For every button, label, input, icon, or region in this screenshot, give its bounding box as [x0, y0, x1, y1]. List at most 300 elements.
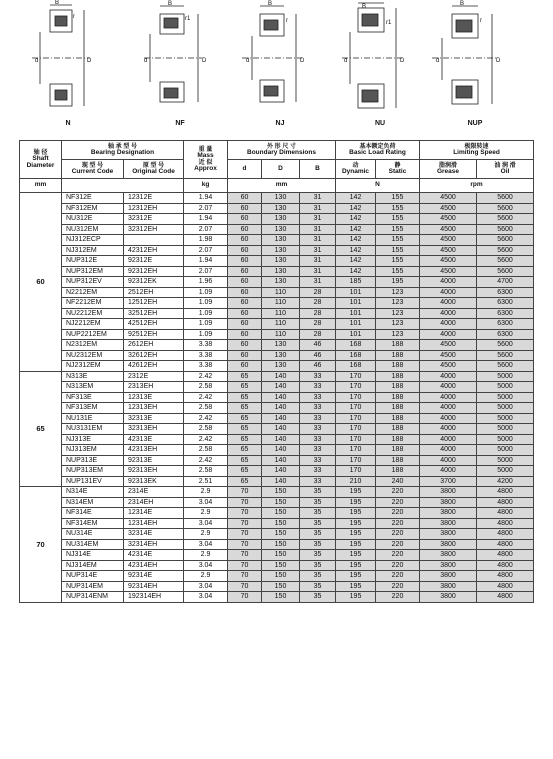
static-load-cell: 188: [376, 382, 420, 393]
mass-cell: 1.94: [184, 214, 228, 225]
oil-speed-cell: 5600: [477, 224, 534, 235]
diagram-letter-d: d: [344, 58, 348, 64]
table-row: [20, 361, 534, 372]
dim-B-cell: 35: [300, 518, 336, 529]
diagram-letter-d: d: [246, 58, 250, 64]
current-code-cell: NUP312EM: [62, 266, 124, 277]
static-load-cell: 188: [376, 434, 420, 445]
original-code-cell: 92312E: [124, 256, 184, 267]
mass-cell: 3.04: [184, 581, 228, 592]
grease-speed-cell: 4000: [420, 392, 477, 403]
current-code-header: 现 型 号 Current Code: [62, 160, 124, 179]
dim-d-cell: 70: [228, 550, 262, 561]
table-row: [20, 476, 534, 487]
oil-speed-cell: 6300: [477, 319, 534, 330]
dim-B-cell: 33: [300, 392, 336, 403]
static-load-cell: 155: [376, 193, 420, 204]
table-row: [20, 550, 534, 561]
static-load-cell: 220: [376, 539, 420, 550]
dim-D-cell: 130: [262, 245, 300, 256]
col-D-header: D: [262, 160, 300, 179]
grease-speed-cell: 3800: [420, 550, 477, 561]
dim-B-cell: 33: [300, 434, 336, 445]
dim-B-cell: 28: [300, 329, 336, 340]
grease-speed-cell: 4500: [420, 361, 477, 372]
current-code-cell: N2212EM: [62, 287, 124, 298]
dynamic-load-cell: 170: [336, 466, 376, 477]
diagram-letter-b: B: [362, 4, 367, 10]
grease-speed-cell: 4000: [420, 277, 477, 288]
original-code-cell: 12512EH: [124, 298, 184, 309]
dynamic-load-cell: 142: [336, 203, 376, 214]
shaft-diameter-cell: 65: [20, 371, 62, 487]
grease-speed-cell: 3800: [420, 571, 477, 582]
dim-B-cell: 33: [300, 424, 336, 435]
grease-speed-cell: 4000: [420, 319, 477, 330]
static-load-cell: 220: [376, 529, 420, 540]
grease-speed-cell: 4500: [420, 266, 477, 277]
dim-d-cell: 70: [228, 497, 262, 508]
shaft-diameter-header: 轴 径 Shaft Diameter: [20, 141, 62, 179]
mass-cell: 1.09: [184, 329, 228, 340]
current-code-cell: NU131E: [62, 413, 124, 424]
static-load-cell: 240: [376, 476, 420, 487]
diagram-label-nf: NF: [175, 120, 185, 127]
oil-speed-cell: 5000: [477, 413, 534, 424]
dim-D-cell: 150: [262, 539, 300, 550]
static-load-cell: 188: [376, 350, 420, 361]
dim-d-cell: 60: [228, 361, 262, 372]
dim-D-cell: 140: [262, 445, 300, 456]
oil-header: 油 润 滑 Oil: [477, 160, 534, 179]
current-code-cell: NJ2212EM: [62, 319, 124, 330]
static-load-cell: 123: [376, 287, 420, 298]
oil-speed-cell: 5600: [477, 361, 534, 372]
diagram-label-nu: NU: [374, 120, 386, 127]
static-load-cell: 188: [376, 455, 420, 466]
dim-d-cell: 60: [228, 308, 262, 319]
mass-cell: 2.42: [184, 371, 228, 382]
static-load-cell: 188: [376, 340, 420, 351]
diagram-letter-D: D: [400, 58, 405, 64]
dynamic-load-cell: 168: [336, 340, 376, 351]
dim-B-cell: 31: [300, 224, 336, 235]
static-load-cell: 155: [376, 203, 420, 214]
grease-speed-cell: 4000: [420, 424, 477, 435]
dim-d-cell: 60: [228, 193, 262, 204]
mass-cell: 2.42: [184, 434, 228, 445]
diagram-letter-r: r: [480, 18, 482, 24]
mass-cell: 2.42: [184, 455, 228, 466]
dynamic-load-cell: 142: [336, 266, 376, 277]
static-load-cell: 220: [376, 592, 420, 603]
table-row: [20, 256, 534, 267]
dim-B-cell: 28: [300, 319, 336, 330]
original-code-cell: 32312EH: [124, 224, 184, 235]
grease-speed-cell: 4000: [420, 434, 477, 445]
dim-D-cell: 110: [262, 329, 300, 340]
oil-speed-cell: 5000: [477, 445, 534, 456]
current-code-cell: NJ313E: [62, 434, 124, 445]
original-code-cell: 42612EH: [124, 361, 184, 372]
dim-B-cell: 35: [300, 571, 336, 582]
static-load-cell: 220: [376, 550, 420, 561]
dynamic-load-cell: 170: [336, 434, 376, 445]
dim-B-cell: 33: [300, 445, 336, 456]
current-code-cell: NU314EM: [62, 539, 124, 550]
original-code-cell: 92312EK: [124, 277, 184, 288]
dynamic-load-cell: 101: [336, 298, 376, 309]
dim-B-cell: 33: [300, 371, 336, 382]
table-row: [20, 581, 534, 592]
oil-speed-cell: 5000: [477, 434, 534, 445]
dynamic-load-cell: 185: [336, 277, 376, 288]
dim-D-cell: 130: [262, 203, 300, 214]
oil-speed-cell: 5600: [477, 245, 534, 256]
original-code-cell: 2313EH: [124, 382, 184, 393]
table-row: [20, 455, 534, 466]
mass-cell: 2.58: [184, 382, 228, 393]
diagram-letter-r1: r1: [386, 20, 392, 26]
grease-speed-cell: 4000: [420, 455, 477, 466]
dim-d-cell: 65: [228, 445, 262, 456]
table-row: [20, 392, 534, 403]
dim-d-cell: 70: [228, 571, 262, 582]
table-row: [20, 560, 534, 571]
mass-cell: 2.9: [184, 508, 228, 519]
table-row: [20, 413, 534, 424]
static-load-cell: 220: [376, 508, 420, 519]
dynamic-load-cell: 168: [336, 350, 376, 361]
limiting-speed-header: 极限转速 Limiting Speed: [420, 141, 534, 160]
dim-D-cell: 140: [262, 424, 300, 435]
current-code-cell: NJ312EM: [62, 245, 124, 256]
mass-cell: 2.58: [184, 424, 228, 435]
table-row: [20, 371, 534, 382]
original-code-cell: 32313EH: [124, 424, 184, 435]
diagram-letter-b: B: [460, 1, 465, 7]
static-load-cell: 188: [376, 466, 420, 477]
oil-speed-cell: 5000: [477, 382, 534, 393]
shaft-unit: mm: [20, 179, 62, 193]
static-load-cell: 155: [376, 256, 420, 267]
mass-cell: 1.94: [184, 256, 228, 267]
dim-d-cell: 65: [228, 466, 262, 477]
table-row: [20, 266, 534, 277]
current-code-cell: NU2312EM: [62, 350, 124, 361]
table-row: [20, 298, 534, 309]
dim-D-cell: 150: [262, 518, 300, 529]
dim-B-cell: 28: [300, 308, 336, 319]
dim-B-cell: 31: [300, 245, 336, 256]
dim-D-cell: 140: [262, 466, 300, 477]
grease-speed-cell: 4000: [420, 298, 477, 309]
current-code-cell: N313E: [62, 371, 124, 382]
grease-speed-cell: 4500: [420, 350, 477, 361]
dim-D-cell: 130: [262, 256, 300, 267]
dim-D-cell: 140: [262, 392, 300, 403]
dim-d-cell: 60: [228, 277, 262, 288]
original-code-cell: 92314EH: [124, 581, 184, 592]
current-code-cell: NF2212EM: [62, 298, 124, 309]
shaft-diameter-cell: 60: [20, 193, 62, 372]
oil-speed-cell: 5600: [477, 193, 534, 204]
boundary-dimensions-header: 外 形 尺 寸 Boundary Dimensions: [228, 141, 336, 160]
mass-cell: 1.09: [184, 298, 228, 309]
dynamic-load-cell: 170: [336, 455, 376, 466]
dim-B-cell: 33: [300, 455, 336, 466]
dim-B-cell: 31: [300, 235, 336, 246]
current-code-cell: NJ312ECP: [62, 235, 124, 246]
current-code-cell: N2312EM: [62, 340, 124, 351]
mass-cell: 3.38: [184, 350, 228, 361]
static-load-cell: 123: [376, 298, 420, 309]
diagram-nj: [240, 0, 320, 120]
dynamic-load-cell: 170: [336, 371, 376, 382]
dim-d-cell: 65: [228, 476, 262, 487]
dim-D-cell: 130: [262, 224, 300, 235]
dynamic-load-cell: 170: [336, 445, 376, 456]
diagram-letter-d: d: [144, 58, 148, 64]
static-load-cell: 155: [376, 224, 420, 235]
static-load-cell: 188: [376, 403, 420, 414]
grease-speed-cell: 3800: [420, 487, 477, 498]
grease-speed-cell: 4500: [420, 235, 477, 246]
dim-B-cell: 33: [300, 403, 336, 414]
static-load-cell: 188: [376, 424, 420, 435]
dynamic-load-cell: 195: [336, 529, 376, 540]
grease-header: 脂润滑 Grease: [420, 160, 477, 179]
dim-B-cell: 35: [300, 581, 336, 592]
table-row: [20, 487, 534, 498]
grease-speed-cell: 4500: [420, 245, 477, 256]
dim-D-cell: 130: [262, 266, 300, 277]
dim-B-cell: 33: [300, 476, 336, 487]
static-header: 静 Static: [376, 160, 420, 179]
table-row: [20, 308, 534, 319]
diagram-letter-b: B: [168, 1, 173, 7]
mass-cell: 3.38: [184, 361, 228, 372]
diagram-n: [28, 0, 108, 120]
mass-cell: 3.04: [184, 539, 228, 550]
table-row: [20, 235, 534, 246]
mass-cell: 1.96: [184, 277, 228, 288]
dynamic-load-cell: 142: [336, 245, 376, 256]
table-body: [20, 193, 534, 603]
dim-B-cell: 33: [300, 382, 336, 393]
dim-B-cell: 35: [300, 529, 336, 540]
static-load-cell: 188: [376, 371, 420, 382]
mass-cell: 2.07: [184, 266, 228, 277]
table-row: [20, 445, 534, 456]
static-load-cell: 188: [376, 445, 420, 456]
static-load-cell: 188: [376, 413, 420, 424]
oil-speed-cell: 5600: [477, 266, 534, 277]
dynamic-load-cell: 101: [336, 308, 376, 319]
dim-D-cell: 130: [262, 361, 300, 372]
oil-speed-cell: 4800: [477, 497, 534, 508]
dim-d-cell: 60: [228, 224, 262, 235]
mass-cell: 1.94: [184, 193, 228, 204]
static-load-cell: 123: [376, 329, 420, 340]
dim-d-cell: 70: [228, 487, 262, 498]
current-code-cell: NUP314EM: [62, 581, 124, 592]
diagram-letter-b: B: [55, 0, 60, 6]
table-row: [20, 224, 534, 235]
dim-d-cell: 65: [228, 403, 262, 414]
diagram-letter-D: D: [202, 58, 207, 64]
original-code-cell: 42313EH: [124, 445, 184, 456]
original-code-cell: 42512EH: [124, 319, 184, 330]
mass-cell: 2.58: [184, 445, 228, 456]
oil-speed-cell: 5600: [477, 350, 534, 361]
dim-B-cell: 35: [300, 508, 336, 519]
dim-B-cell: 35: [300, 539, 336, 550]
mass-cell: 2.58: [184, 466, 228, 477]
original-code-cell: 12312EH: [124, 203, 184, 214]
dim-d-cell: 65: [228, 413, 262, 424]
oil-speed-cell: 5000: [477, 403, 534, 414]
current-code-cell: NF313EM: [62, 403, 124, 414]
dim-d-cell: 60: [228, 287, 262, 298]
table-row: [20, 571, 534, 582]
diagram-nup: [430, 0, 520, 120]
static-load-cell: 220: [376, 497, 420, 508]
grease-speed-cell: 4500: [420, 224, 477, 235]
oil-speed-cell: 5000: [477, 455, 534, 466]
current-code-cell: NUP131EV: [62, 476, 124, 487]
dim-d-cell: 60: [228, 350, 262, 361]
grease-speed-cell: 4000: [420, 371, 477, 382]
table-row: [20, 203, 534, 214]
static-load-cell: 220: [376, 560, 420, 571]
dim-d-cell: 60: [228, 340, 262, 351]
static-load-cell: 155: [376, 266, 420, 277]
oil-speed-cell: 4800: [477, 581, 534, 592]
original-code-cell: 2314E: [124, 487, 184, 498]
grease-speed-cell: 3800: [420, 581, 477, 592]
table-row: [20, 277, 534, 288]
speed-unit: rpm: [420, 179, 534, 193]
current-code-cell: NU314E: [62, 529, 124, 540]
dim-d-cell: 70: [228, 529, 262, 540]
dim-D-cell: 130: [262, 235, 300, 246]
oil-speed-cell: 4800: [477, 539, 534, 550]
dim-B-cell: 35: [300, 560, 336, 571]
static-load-cell: 123: [376, 319, 420, 330]
current-code-cell: NUP313E: [62, 455, 124, 466]
original-code-cell: 192314EH: [124, 592, 184, 603]
current-code-cell: NJ314EM: [62, 560, 124, 571]
table-row: [20, 193, 534, 204]
dim-D-cell: 150: [262, 560, 300, 571]
original-code-cell: 32312E: [124, 214, 184, 225]
diagram-letter-D: D: [300, 58, 305, 64]
dim-D-cell: 150: [262, 581, 300, 592]
oil-speed-cell: 4800: [477, 487, 534, 498]
original-code-header: 原 型 号 Original Code: [124, 160, 184, 179]
mass-cell: 1.09: [184, 308, 228, 319]
table-row: [20, 508, 534, 519]
oil-speed-cell: 5000: [477, 424, 534, 435]
current-code-cell: NJ314E: [62, 550, 124, 561]
current-code-cell: N314E: [62, 487, 124, 498]
diagram-label-nup: NUP: [467, 120, 483, 127]
dim-d-cell: 65: [228, 434, 262, 445]
dim-D-cell: 150: [262, 529, 300, 540]
table-row: [20, 497, 534, 508]
diagram-letter-d: d: [35, 58, 39, 64]
dim-B-cell: 35: [300, 550, 336, 561]
current-code-cell: NUP314E: [62, 571, 124, 582]
diagram-nf: [140, 0, 220, 120]
dim-D-cell: 150: [262, 508, 300, 519]
original-code-cell: 92512EH: [124, 329, 184, 340]
dim-D-cell: 150: [262, 592, 300, 603]
static-load-cell: 155: [376, 235, 420, 246]
static-load-cell: 220: [376, 571, 420, 582]
oil-speed-cell: 5000: [477, 466, 534, 477]
oil-speed-cell: 4800: [477, 592, 534, 603]
grease-speed-cell: 4000: [420, 466, 477, 477]
dim-B-cell: 28: [300, 287, 336, 298]
mass-cell: 2.9: [184, 571, 228, 582]
grease-speed-cell: 4000: [420, 382, 477, 393]
original-code-cell: 2612EH: [124, 340, 184, 351]
current-code-cell: NUP314ENM: [62, 592, 124, 603]
mass-cell: 3.38: [184, 340, 228, 351]
mass-cell: 2.42: [184, 392, 228, 403]
dim-B-cell: 31: [300, 266, 336, 277]
oil-speed-cell: 5600: [477, 256, 534, 267]
dynamic-load-cell: 101: [336, 329, 376, 340]
table-row: [20, 403, 534, 414]
oil-speed-cell: 5600: [477, 235, 534, 246]
oil-speed-cell: 4800: [477, 560, 534, 571]
diagram-letter-r: r: [73, 14, 75, 20]
dim-D-cell: 110: [262, 319, 300, 330]
table-row: [20, 245, 534, 256]
dim-d-cell: 70: [228, 592, 262, 603]
mass-unit: kg: [184, 179, 228, 193]
dim-d-cell: 60: [228, 245, 262, 256]
dim-d-cell: 60: [228, 235, 262, 246]
dynamic-load-cell: 195: [336, 571, 376, 582]
load-unit: N: [336, 179, 420, 193]
table-row: [20, 529, 534, 540]
grease-speed-cell: 3700: [420, 476, 477, 487]
current-code-cell: NF313E: [62, 392, 124, 403]
dim-d-cell: 70: [228, 508, 262, 519]
current-code-cell: NUP312EV: [62, 277, 124, 288]
dim-d-cell: 70: [228, 539, 262, 550]
table-row: [20, 287, 534, 298]
dim-B-cell: 33: [300, 413, 336, 424]
static-load-cell: 188: [376, 392, 420, 403]
static-load-cell: 188: [376, 361, 420, 372]
static-load-cell: 155: [376, 214, 420, 225]
original-code-cell: 12313EH: [124, 403, 184, 414]
original-code-cell: 2312E: [124, 371, 184, 382]
grease-speed-cell: 4000: [420, 413, 477, 424]
dynamic-load-cell: 195: [336, 550, 376, 561]
dim-D-cell: 150: [262, 487, 300, 498]
dim-D-cell: 110: [262, 287, 300, 298]
dynamic-header: 动 Dynamic: [336, 160, 376, 179]
oil-speed-cell: 6300: [477, 287, 534, 298]
dim-B-cell: 46: [300, 361, 336, 372]
grease-speed-cell: 3800: [420, 518, 477, 529]
